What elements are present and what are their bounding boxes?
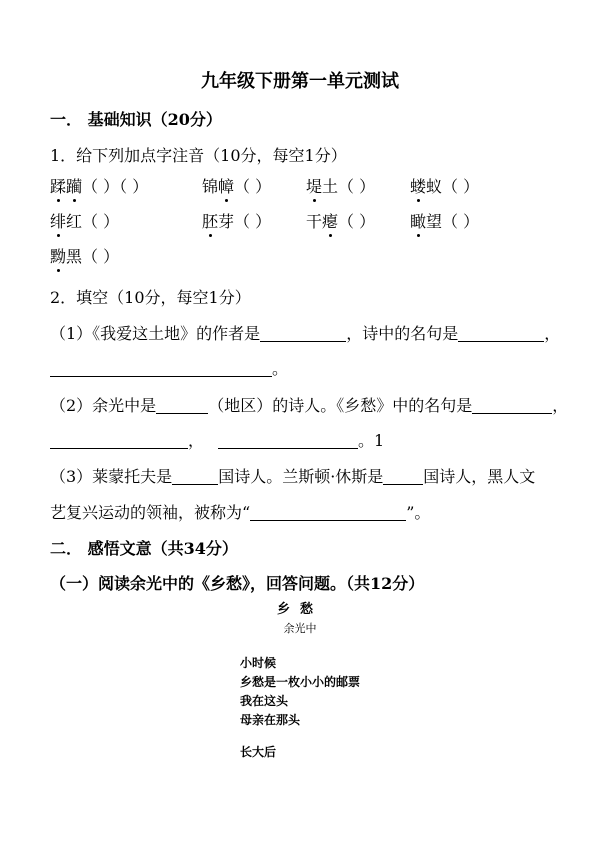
q1-item: 黝黑（ ） xyxy=(50,247,120,266)
q2-text: ”。 xyxy=(406,503,431,522)
q1-item: 堤土（ ） xyxy=(306,177,376,196)
q1-item: 干瘪（ ） xyxy=(306,212,376,231)
q1-word xyxy=(50,177,82,196)
q1-label: 1．给下列加点字注音（10分，每空1分） xyxy=(50,146,347,165)
poem-line: 小时候 xyxy=(240,656,277,670)
poem-title: 乡愁 xyxy=(276,602,323,617)
answer-blank[interactable] xyxy=(50,432,188,449)
answer-paren[interactable]: （ ） xyxy=(82,247,120,266)
q2-text: ， xyxy=(552,396,569,415)
dotted-char: 蹂 xyxy=(50,177,67,196)
answer-blank[interactable] xyxy=(458,325,544,342)
q1-item: 绯红（ ） xyxy=(50,212,120,231)
q2-sentence-2 xyxy=(50,396,568,416)
answer-paren[interactable]: （ ） xyxy=(234,212,272,231)
q2-text: ，诗中的名句是 xyxy=(346,324,459,343)
section-1-heading: 一． 基础知识（20分） xyxy=(50,110,222,129)
q2-text: ， xyxy=(188,431,205,450)
answer-blank[interactable] xyxy=(156,397,208,414)
q2-text: （地区）的诗人。《乡愁》中的名句是 xyxy=(208,396,473,415)
answer-paren[interactable]: （ ） xyxy=(82,212,120,231)
poem-line: 母亲在那头 xyxy=(240,713,301,727)
dotted-char: 瘪 xyxy=(322,212,339,231)
section-2-sub-heading: （一）阅读余光中的《乡愁》，回答问题。（共12分） xyxy=(50,574,425,593)
q2-text: 国诗人，黑人文 xyxy=(423,467,536,486)
q2-label: 2．填空（10分，每空1分） xyxy=(50,288,251,307)
answer-blank[interactable] xyxy=(260,325,346,342)
dotted-char: 堤 xyxy=(306,177,323,196)
answer-blank[interactable] xyxy=(50,360,272,377)
poem-line: 乡愁是一枚小小的邮票 xyxy=(240,675,361,689)
poem-line: 我在这头 xyxy=(240,694,289,708)
poem-line: 长大后 xyxy=(240,745,277,759)
q1-item xyxy=(50,177,148,197)
q1-item: 蝼蚁（ ） xyxy=(410,177,480,196)
q2-text: 国诗人。兰斯顿·休斯是 xyxy=(218,467,384,486)
answer-paren[interactable]: （ ）（ ） xyxy=(82,177,149,196)
q2-text: ， xyxy=(544,324,561,343)
dotted-char: 绯 xyxy=(50,212,67,231)
q2-sentence-1 xyxy=(50,324,560,344)
q1-item: 瞰望（ ） xyxy=(410,212,480,231)
q2-text: （3）莱蒙托夫是 xyxy=(50,467,173,486)
dotted-char: 瞰 xyxy=(410,212,427,231)
answer-paren[interactable]: （ ） xyxy=(234,177,272,196)
q2-text: 。 xyxy=(272,359,289,378)
q2-text: 艺复兴运动的领袖，被称为“ xyxy=(50,503,251,522)
answer-paren[interactable]: （ ） xyxy=(442,212,480,231)
q2-text: （1）《我爱这土地》的作者是 xyxy=(50,324,261,343)
q1-item: 锦幛（ ） xyxy=(202,177,272,196)
q2-sentence-2-cont xyxy=(50,431,384,451)
dotted-char: 幛 xyxy=(218,177,235,196)
page-title: 九年级下册第一单元测试 xyxy=(201,71,399,92)
answer-paren[interactable]: （ ） xyxy=(442,177,480,196)
q2-sentence-3-cont xyxy=(50,503,430,523)
answer-blank[interactable] xyxy=(472,397,552,414)
answer-paren[interactable]: （ ） xyxy=(338,212,376,231)
dotted-char: 黝 xyxy=(50,247,67,266)
answer-blank[interactable] xyxy=(218,432,358,449)
dotted-char: 胚 xyxy=(202,212,219,231)
q2-sentence-3 xyxy=(50,467,535,487)
q2-sentence-1-cont xyxy=(50,359,288,379)
dotted-char: 蝼 xyxy=(410,177,427,196)
q2-text: 。1 xyxy=(358,431,385,450)
poem-author: 余光中 xyxy=(283,622,317,635)
dotted-char: 躏 xyxy=(66,177,83,196)
answer-blank[interactable] xyxy=(172,468,218,485)
q2-text: （2）余光中是 xyxy=(50,396,157,415)
q1-item: 胚芽（ ） xyxy=(202,212,272,231)
section-2-heading: 二． 感悟文意（共34分） xyxy=(50,539,238,558)
answer-blank[interactable] xyxy=(250,504,406,521)
answer-blank[interactable] xyxy=(383,468,423,485)
answer-paren[interactable]: （ ） xyxy=(338,177,376,196)
